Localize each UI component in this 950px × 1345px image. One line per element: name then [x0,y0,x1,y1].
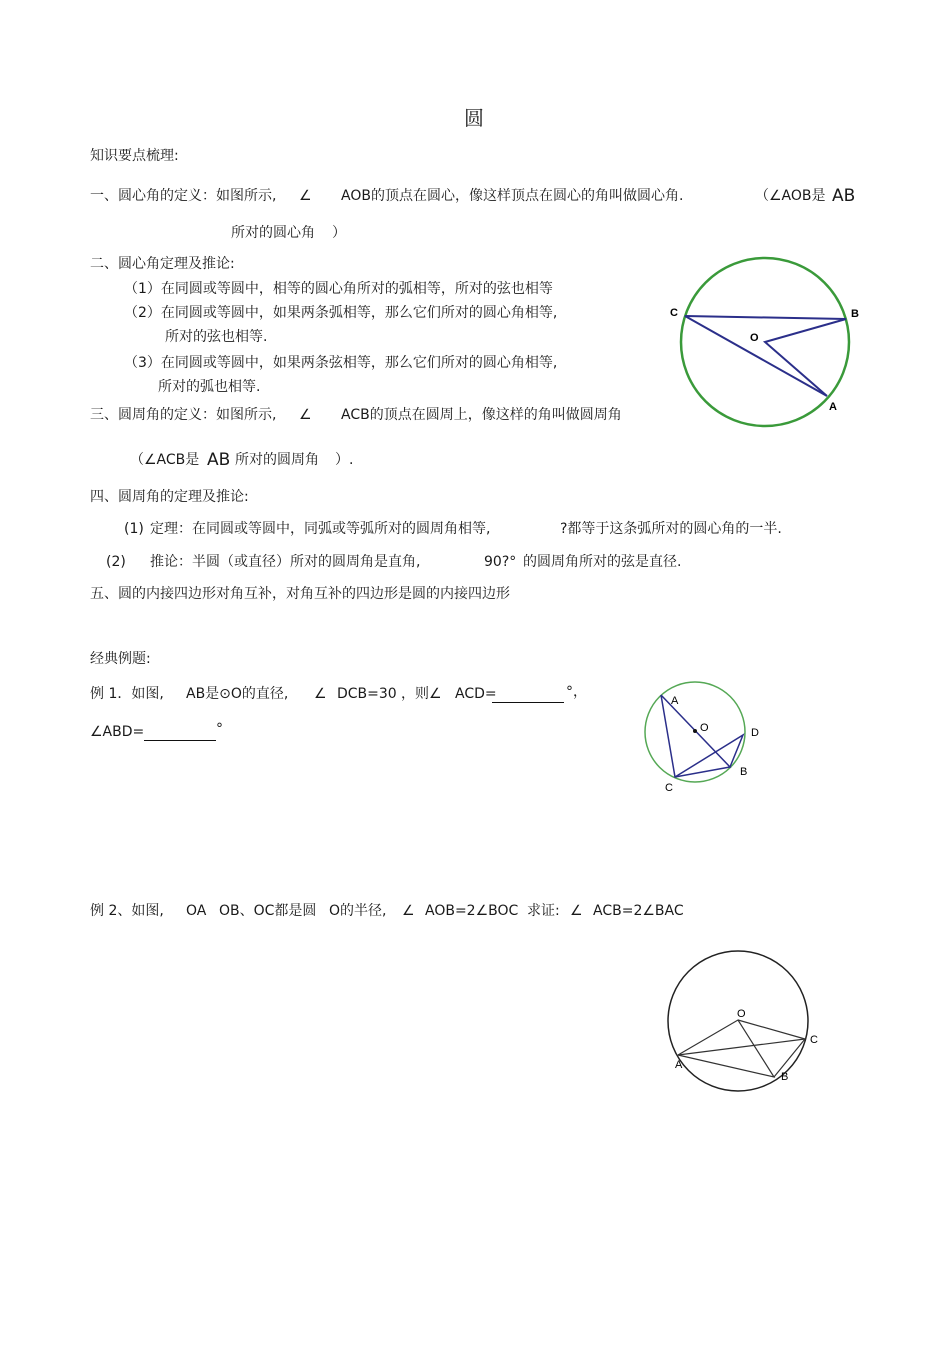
s2-title: 二、圆心角定理及推论: [90,256,235,272]
fig1-label-o: O [750,332,759,344]
ex2-angle-symbol-1: ∠ [402,903,415,919]
s5-text: 五、圆的内接四边形对角互补，对角互补的四边形是圆的内接四边形 [90,586,510,602]
s3-arc-ab: AB [207,450,231,470]
s3-text-a: 三、圆周角的定义：如图所示, [90,407,277,423]
ex2-text-f: AOB=2∠BOC [425,903,519,919]
s1-text-f: 所对的圆心角 [231,225,315,241]
s3-text-g: ）. [335,452,354,468]
s1-text-c: AOB的顶点在圆心，像这样顶点在圆心的角叫做圆心角. [341,188,684,204]
s4-item-2-tail: 的圆周角所对的弦是直径. [523,554,682,570]
fig1-label-a: A [829,401,837,413]
ex2-text-b: OA [186,903,207,919]
s3-text-d: （∠ACB是 [130,452,200,468]
fig2-label-a: A [671,695,679,707]
fig3-label-o: O [737,1008,746,1020]
fig1-label-c: C [670,307,678,319]
s4-item-1-num: (1) [124,521,144,537]
s3-text-f: 所对的圆周角 [235,452,319,468]
s1-angle-symbol: ∠ [299,188,312,204]
section-heading: 知识要点梳理: [90,148,179,164]
s4-item-1-tail: ?都等于这条弧所对的圆心角的一半. [560,521,782,537]
s2-item-1: （1）在同圆或等圆中，相等的圆心角所对的弧相等，所对的弦也相等 [124,281,553,297]
fig3-line-ac [678,1039,805,1055]
ex1-text-f: ACD= [455,686,497,702]
fig2-label-c: C [665,782,673,794]
s4-title: 四、圆周角的定理及推论: [90,489,249,505]
s4-item-2-value: 90?° [484,554,517,570]
s2-item-3a: （3）在同圆或等圆中，如果两条弦相等，那么它们所对的圆心角相等, [124,355,558,371]
ex1-text-b: AB是⊙O的直径, [186,686,289,702]
fig1-label-b: B [851,308,859,320]
fig2-label-o: O [700,722,709,734]
ex2-angle-symbol-2: ∠ [570,903,583,919]
fig2-label-b: B [740,766,748,778]
s1-text-g: ） [332,225,346,241]
s3-angle-symbol: ∠ [299,407,312,423]
ex1-angle-symbol: ∠ [314,686,327,702]
ex1-text-e: ，则∠ [401,686,442,702]
s2-item-3b: 所对的弧也相等. [158,379,261,395]
s1-arc-ab: AB [832,186,856,206]
s4-item-2-text: 推论：半圆（或直径）所对的圆周角是直角, [150,554,421,570]
fig3-lines-b [738,1020,805,1077]
ex1-text-i: ° [216,721,223,737]
examples-heading: 经典例题: [90,651,151,667]
s4-item-1-text: 定理：在同圆或等圆中，同弧或等弧所对的圆周角相等, [150,521,491,537]
ex1-text-h: ∠ABD= [90,724,145,740]
ex2-text-c: OB、OC都是圆 [219,903,317,919]
ex2-text-i: ACB=2∠BAC [593,903,684,919]
ex1-text-d: DCB=30 [337,686,397,702]
ex2-text-d: O的半径, [329,903,387,919]
ex1-text-a: 例 1．如图, [90,686,164,702]
fig3-label-b: B [781,1071,789,1083]
s1-text-d: （∠AOB是 [755,188,826,204]
fig3-label-c: C [810,1034,818,1046]
fig2-label-d: D [751,727,759,739]
ex2-text-a: 例 2、如图, [90,903,164,919]
page-title: 圆 [464,106,484,130]
s3-text-c: ACB的顶点在圆周上，像这样的角叫做圆周角 [341,407,622,423]
fig3-label-a: A [675,1059,683,1071]
s2-item-2b: 所对的弦也相等. [165,329,268,345]
s2-item-2a: （2）在同圆或等圆中，如果两条弧相等，那么它们所对的圆心角相等, [124,305,558,321]
ex1-text-g: °， [566,684,587,700]
s1-text-a: 一、圆心角的定义：如图所示, [90,188,277,204]
ex2-text-g: 求证: [527,903,560,919]
s4-item-2-num: (2) [106,554,126,570]
